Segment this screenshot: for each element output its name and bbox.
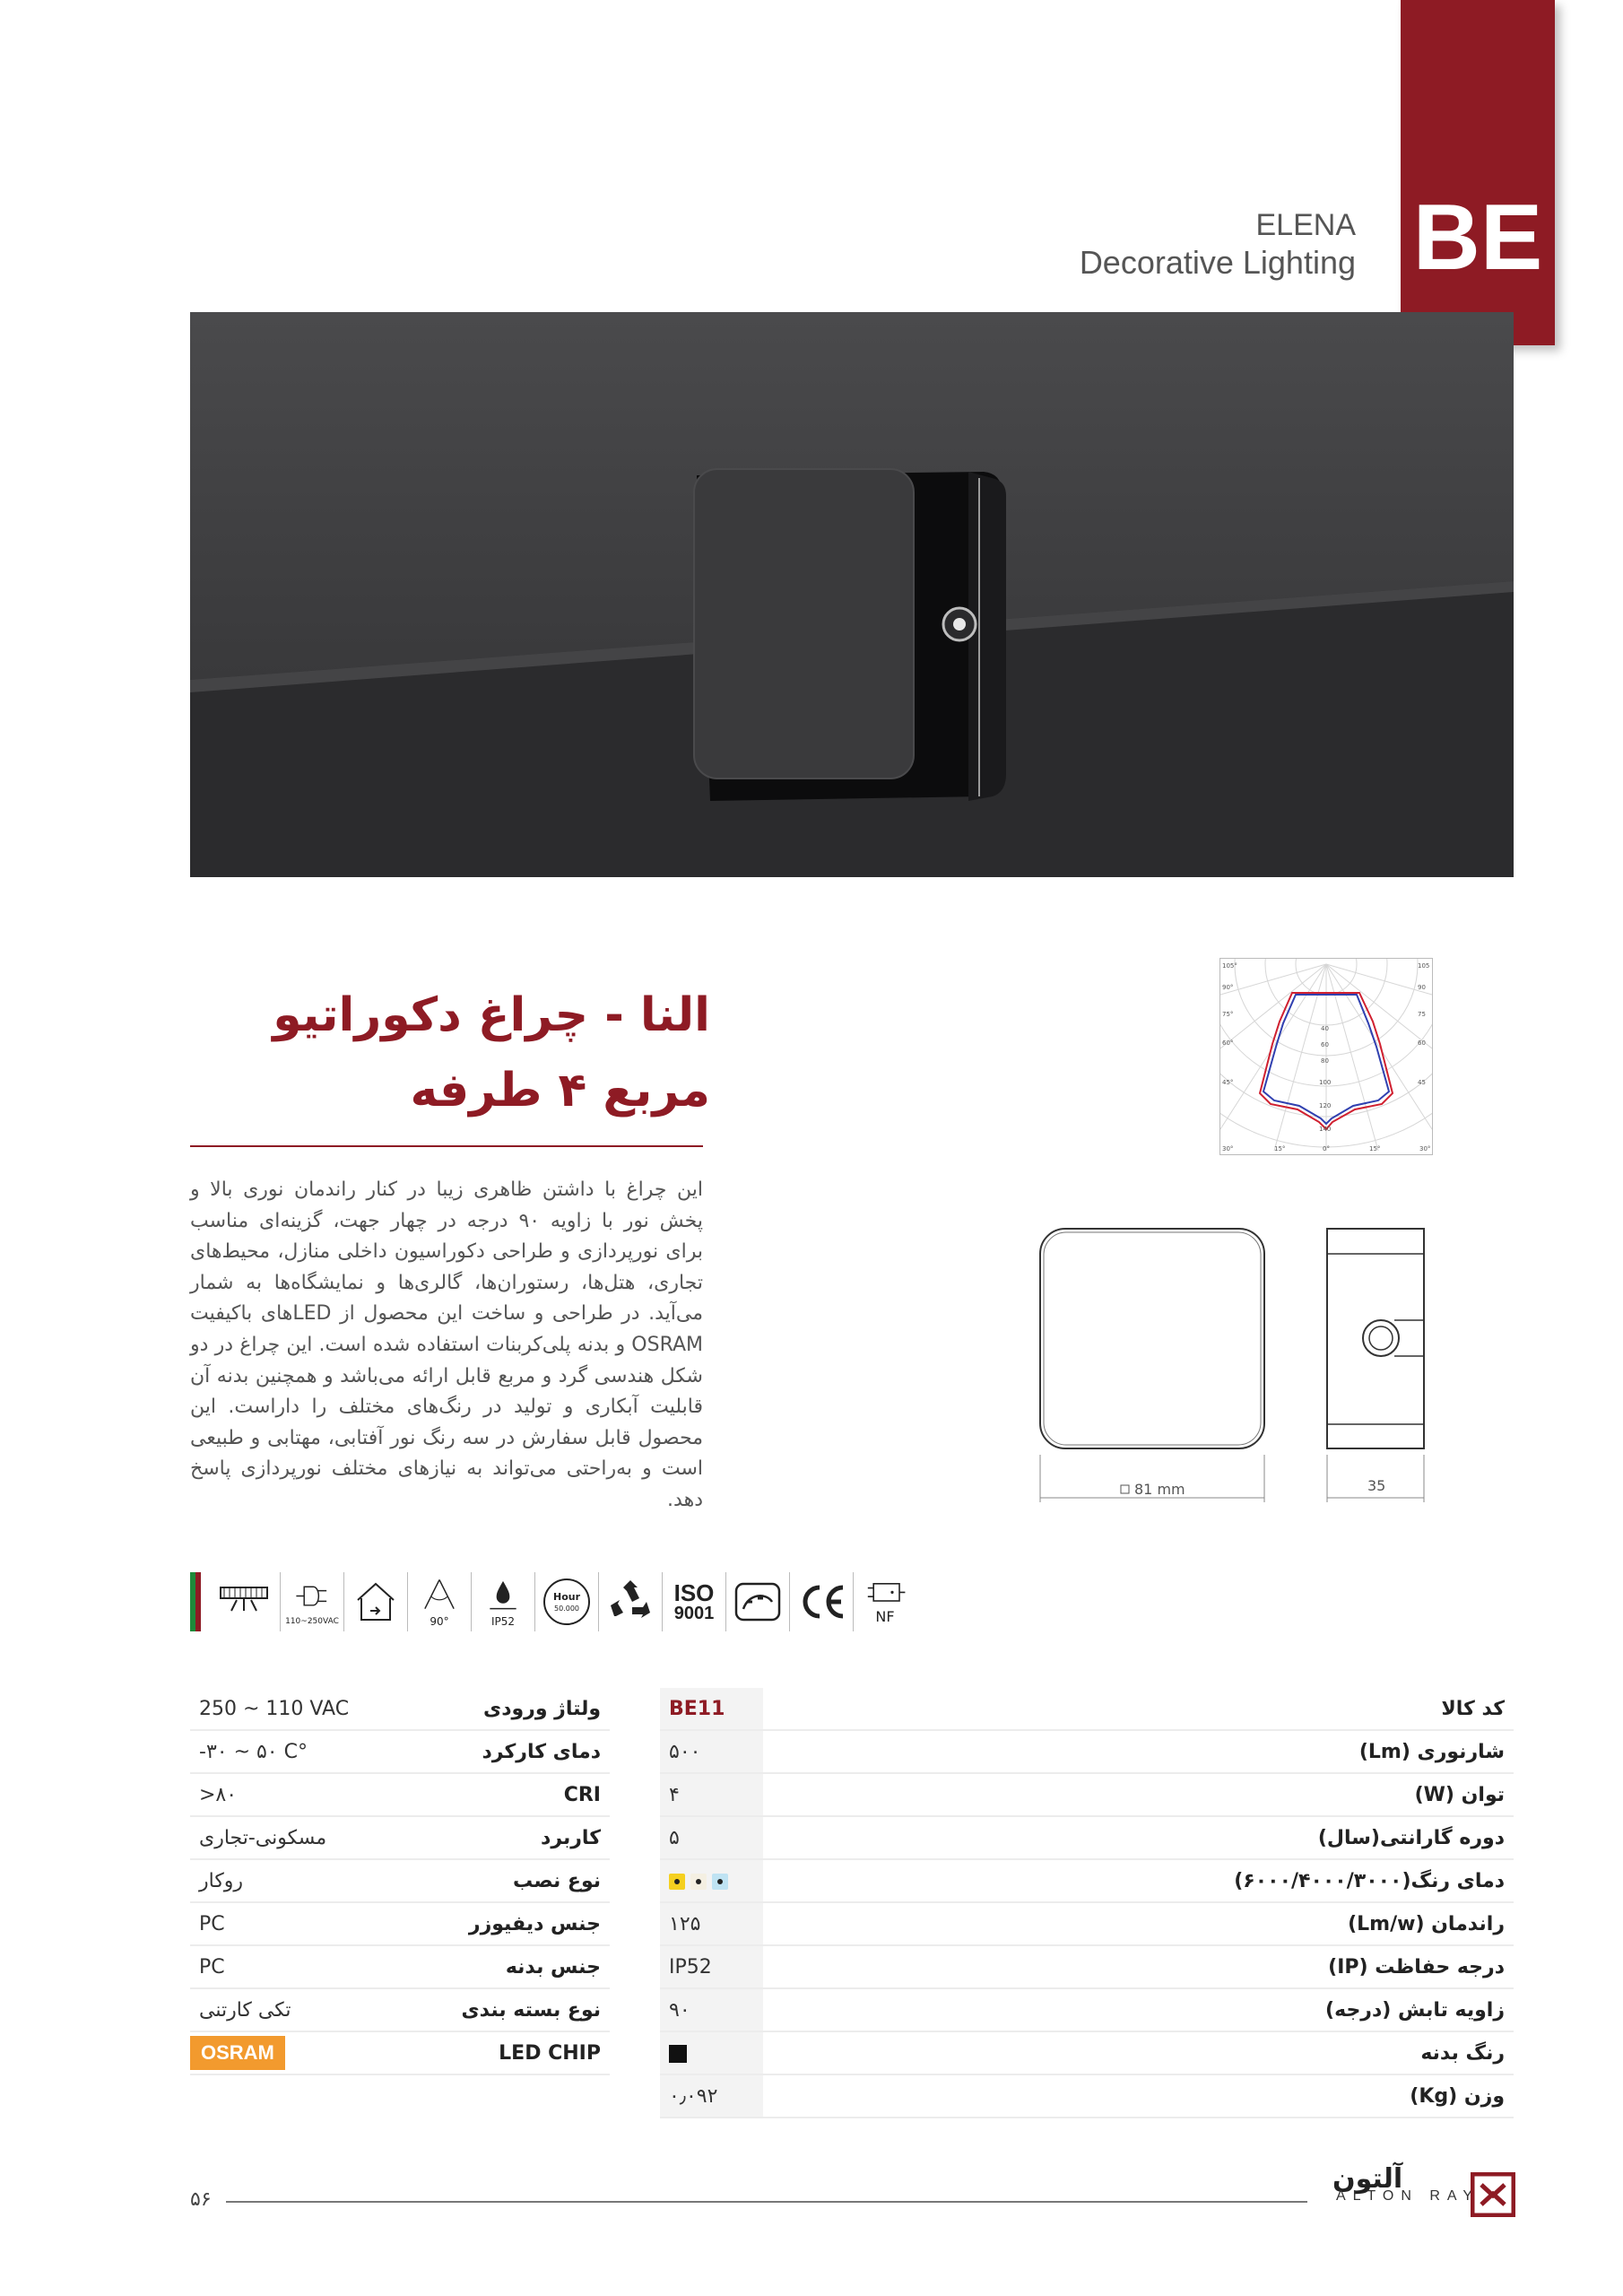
spec-value: روکار	[190, 1859, 404, 1902]
table-row	[660, 1816, 1514, 1859]
hour-label: Hour	[552, 1591, 581, 1603]
page-number: ۵۶	[190, 2188, 212, 2211]
spec-label: درجه حفاظت (IP)	[763, 1945, 1514, 1988]
indoor-house-icon	[343, 1572, 407, 1631]
polar-ring-label: 100	[1319, 1079, 1332, 1086]
iso-certification-icon	[662, 1572, 725, 1631]
brand-logo-icon	[1471, 2172, 1515, 2217]
spec-value: PC	[190, 1902, 404, 1945]
spec-value: تکی کارتنی	[190, 1988, 404, 2031]
natural-light-swatch	[690, 1874, 707, 1890]
polar-ring-label: 140	[1319, 1126, 1332, 1133]
polar-ring-label: 120	[1319, 1102, 1332, 1109]
table-row	[190, 1902, 610, 1945]
technical-drawing	[1031, 1220, 1444, 1516]
table-row	[190, 2031, 610, 2074]
polar-ring-label: 80	[1321, 1057, 1329, 1065]
ip-rating-label: IP52	[490, 1615, 516, 1628]
table-row	[190, 1730, 610, 1773]
polar-angle-label: 75°	[1222, 1011, 1234, 1018]
polar-angle-label: 60	[1418, 1039, 1426, 1047]
polar-angle-label: 0°	[1323, 1145, 1330, 1152]
table-row	[660, 2031, 1514, 2074]
feature-icons	[190, 1570, 916, 1634]
flag-bar	[190, 1572, 201, 1631]
spec-label: دوره گارانتی(سال)	[763, 1816, 1514, 1859]
spec-label: رنگ بدنه	[763, 2031, 1514, 2074]
spec-label: نوع بسته بندی	[404, 1988, 610, 2031]
led-strip-icon	[208, 1572, 280, 1631]
spec-label: CRI	[404, 1773, 610, 1816]
table-row	[660, 1945, 1514, 1988]
spec-value: -۳۰ ~ ۵۰ C°	[190, 1730, 404, 1773]
table-row	[190, 1688, 610, 1730]
specs-table-main	[660, 1688, 1514, 2118]
table-row	[190, 1816, 610, 1859]
polar-angle-label: 90	[1418, 984, 1426, 991]
national-standard-icon	[725, 1572, 789, 1631]
polar-angle-label: 75	[1418, 1011, 1426, 1018]
spec-label: ولتاژ ورودی	[404, 1688, 610, 1730]
recycle-icon	[598, 1572, 662, 1631]
brand-name: ALTON RAY	[1336, 2188, 1480, 2204]
polar-angle-label: 45	[1418, 1079, 1426, 1086]
color-temperature-swatches	[660, 1859, 763, 1902]
polar-angle-label: 60°	[1222, 1039, 1234, 1047]
title-divider	[190, 1145, 703, 1147]
ce-mark-icon	[789, 1572, 853, 1631]
warm-light-swatch	[669, 1874, 685, 1890]
product-category: Decorative Lighting	[1079, 244, 1356, 281]
spec-value: IP52	[660, 1945, 763, 1988]
polar-angle-label: 90°	[1222, 984, 1234, 991]
brand-name-persian: آلتون	[1332, 2163, 1403, 2195]
spec-value: ۵	[660, 1816, 763, 1859]
table-row	[660, 1859, 1514, 1902]
light-distribution-diagram	[1219, 958, 1433, 1155]
spec-value: >۸۰	[190, 1773, 404, 1816]
iso-value: 9001	[673, 1604, 715, 1623]
product-description: این چراغ با داشتن ظاهری زیبا در کنار راندمان نوری بالا و پخش نور با زاویه ۹۰ درجه در چهار جهت، گزینه‌ای مناسب برای نورپردازی و طراحی دکوراسیون داخلی منازل، محیط‌های تجاری، هتل‌ها، رستوران‌ها، گالری‌ها و نمایشگاه‌ها به شمار می‌آید. در طراحی و ساخت این محصول از LEDهای باکیفیت OSRAM و بدنه پلی‌کربنات استفاده شده است. این چراغ در دو شکل هندسی گرد و مربع قابل ارائه می‌باشد و همچنین بدنه آن قابلیت آبکاری و تولید در رنگ‌های مختلف را داراست. این محصول قابل سفارش در سه رنگ نور آفتابی، مهتابی و طبیعی است و به‌راحتی می‌تواند به نیازهای مختلف نورپردازی پاسخ دهد.	[190, 1178, 704, 1511]
cool-light-swatch	[712, 1874, 728, 1890]
specs-table-secondary	[190, 1688, 610, 2075]
polar-ring-label: 60	[1321, 1041, 1329, 1048]
polar-angle-label: 15°	[1274, 1145, 1286, 1152]
table-row	[190, 1945, 610, 1988]
polar-angle-label: 15°	[1369, 1145, 1381, 1152]
spec-label: راندمان (Lm/w)	[763, 1902, 1514, 1945]
table-row	[660, 1988, 1514, 2031]
spec-label: جنس بدنه	[404, 1945, 610, 1988]
spec-label: دمای کارکرد	[404, 1730, 610, 1773]
section-code: BE	[1412, 186, 1543, 290]
hour-value: 50.000	[554, 1605, 579, 1613]
product-photo	[190, 312, 1514, 877]
polar-angle-label: 105°	[1222, 962, 1237, 970]
section-tab	[1401, 0, 1555, 345]
spec-value: BE11	[660, 1688, 763, 1730]
spec-label: توان (W)	[763, 1773, 1514, 1816]
spec-label: جنس دیفیوزر	[404, 1902, 610, 1945]
spec-value: PC	[190, 1945, 404, 1988]
table-row	[190, 1859, 610, 1902]
spec-label: وزن (Kg)	[763, 2074, 1514, 2118]
polar-angle-label: 30°	[1222, 1145, 1234, 1152]
table-row	[190, 1773, 610, 1816]
spec-value: 250 ~ 110 VAC	[190, 1688, 404, 1730]
beam-angle-icon	[407, 1572, 471, 1631]
width-dimension: 81 mm	[1134, 1481, 1185, 1498]
spec-value: ۵۰۰	[660, 1730, 763, 1773]
polar-ring-label: 40	[1321, 1025, 1329, 1032]
ip-rating-icon	[471, 1572, 534, 1631]
spec-label: کد کالا	[763, 1688, 1514, 1730]
table-row	[660, 1773, 1514, 1816]
table-row	[190, 1988, 610, 2031]
depth-dimension: 35	[1367, 1477, 1386, 1494]
spec-label: کاربرد	[404, 1816, 610, 1859]
table-row	[660, 1688, 1514, 1730]
led-chip-badge: OSRAM	[190, 2036, 285, 2070]
nf-label: NF	[875, 1607, 895, 1625]
spec-label: شارنوری (Lm)	[763, 1730, 1514, 1773]
voltage-label: 110~250VAC	[285, 1617, 339, 1626]
nf-icon	[853, 1572, 916, 1631]
beam-angle-label: 90°	[430, 1615, 449, 1628]
polar-angle-label: 30°	[1419, 1145, 1431, 1152]
spec-label: نوع نصب	[404, 1859, 610, 1902]
spec-label: دمای رنگ(۶۰۰۰/۴۰۰۰/۳۰۰۰)	[763, 1859, 1514, 1902]
spec-value: ۴	[660, 1773, 763, 1816]
iso-label: ISO	[673, 1579, 715, 1606]
spec-value: ۹۰	[660, 1988, 763, 2031]
product-title: النا - چراغ دکوراتیو مربع ۴ طرفه	[273, 988, 710, 1118]
spec-value: مسکونی-تجاری	[190, 1816, 404, 1859]
lifetime-hours-icon	[534, 1572, 598, 1631]
spec-value: ۱۲۵	[660, 1902, 763, 1945]
spec-value: ۰٫۰۹۲	[660, 2074, 763, 2118]
spec-label: LED CHIP	[404, 2031, 610, 2074]
voltage-plug-icon	[280, 1572, 343, 1631]
polar-angle-label: 45°	[1222, 1079, 1234, 1086]
body-color-swatch	[660, 2031, 763, 2074]
product-family-name: ELENA	[1255, 208, 1356, 242]
table-row	[660, 1730, 1514, 1773]
table-row	[660, 1902, 1514, 1945]
table-row	[660, 2074, 1514, 2118]
spec-label: زاویه تابش (درجه)	[763, 1988, 1514, 2031]
footer-divider	[226, 2201, 1307, 2203]
polar-angle-label: 105	[1418, 962, 1430, 970]
